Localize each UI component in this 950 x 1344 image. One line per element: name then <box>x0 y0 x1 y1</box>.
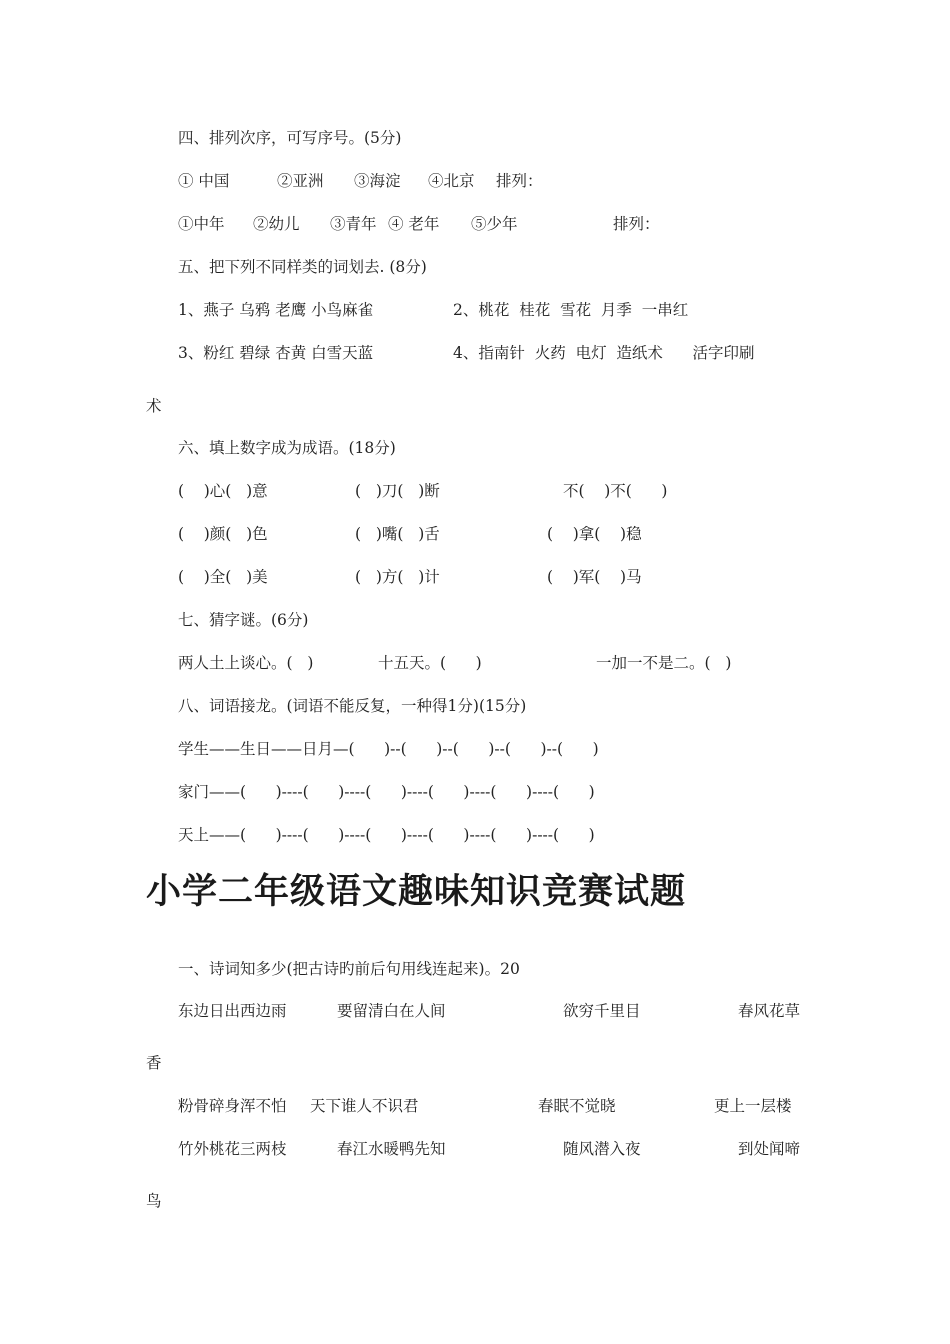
idiom-blank: ( )嘴( )舌 <box>355 525 440 543</box>
section4-order-label: 排列： <box>613 215 660 233</box>
section4-item: ④北京 <box>428 172 475 190</box>
section4-item: ③青年 <box>330 215 377 233</box>
section4-item: ⑤少年 <box>471 215 518 233</box>
section4-item: ① 中国 <box>178 172 230 190</box>
poem-line: 东边日出西边雨 <box>178 1002 287 1020</box>
section4-item: ②亚洲 <box>277 172 324 190</box>
section4-item: ①中年 <box>178 215 225 233</box>
section4-heading: 四、排列次序，可写序号。(5分) <box>178 129 402 147</box>
poem-line: 随风潜入夜 <box>563 1140 641 1158</box>
idiom-blank: ( )方( )计 <box>355 568 440 586</box>
idiom-blank: 不( )不( ) <box>563 482 668 500</box>
section5-heading: 五、把下列不同样类的词划去. (8分) <box>178 258 427 276</box>
word-chain: 天上——( )----( )----( )----( )----( )----( ) <box>178 826 595 844</box>
section5-item: 1、燕子 乌鸦 老鹰 小鸟麻雀 <box>178 301 374 319</box>
section4-order-label: 排列： <box>496 172 543 190</box>
riddle: 两人土上谈心。( ) <box>178 654 314 672</box>
riddle: 一加一不是二。( ) <box>596 654 732 672</box>
word-chain: 家门——( )----( )----( )----( )----( )----( ) <box>178 783 595 801</box>
section4-item: ④ 老年 <box>388 215 440 233</box>
section8-heading: 八、词语接龙。(词语不能反复，一种得1分)(15分) <box>178 697 527 715</box>
part1-heading: 一、诗词知多少(把古诗旳前后句用线连起来)。20 <box>178 960 520 978</box>
idiom-blank: ( )心( )意 <box>178 482 268 500</box>
section6-heading: 六、填上数字成为成语。(18分) <box>178 439 396 457</box>
page-title: 小学二年级语文趣味知识竞赛试题 <box>146 872 687 912</box>
idiom-blank: ( )军( )马 <box>547 568 642 586</box>
poem-line: 要留清白在人间 <box>337 1002 446 1020</box>
poem-line: 春眠不觉晓 <box>538 1097 616 1115</box>
word-chain: 学生——生日——日月—( )--( )--( )--( )--( ) <box>178 740 599 758</box>
section7-heading: 七、猜字谜。(6分) <box>178 611 309 629</box>
section5-item: 4、指南针 火药 电灯 造纸术 活字印刷 <box>453 344 755 362</box>
poem-line: 更上一层楼 <box>714 1097 792 1115</box>
idiom-blank: ( )全( )美 <box>178 568 268 586</box>
poem-wrap: 鸟 <box>146 1192 162 1210</box>
idiom-blank: ( )拿( )稳 <box>547 525 642 543</box>
poem-line: 天下谁人不识君 <box>310 1097 419 1115</box>
poem-wrap: 香 <box>146 1054 162 1072</box>
section4-item: ②幼儿 <box>253 215 300 233</box>
section5-wrap: 术 <box>146 397 162 415</box>
idiom-blank: ( )刀( )断 <box>355 482 440 500</box>
poem-line: 粉骨碎身浑不怕 <box>178 1097 287 1115</box>
section5-item: 2、桃花 桂花 雪花 月季 一串红 <box>453 301 689 319</box>
poem-line: 春江水暖鸭先知 <box>337 1140 446 1158</box>
poem-line: 到处闻啼 <box>738 1140 801 1158</box>
poem-line: 欲穷千里目 <box>563 1002 641 1020</box>
poem-line: 春风花草 <box>738 1002 801 1020</box>
poem-line: 竹外桃花三两枝 <box>178 1140 287 1158</box>
idiom-blank: ( )颜( )色 <box>178 525 268 543</box>
section4-item: ③海淀 <box>354 172 401 190</box>
section5-item: 3、粉红 碧绿 杏黄 白雪天蓝 <box>178 344 374 362</box>
riddle: 十五天。( ) <box>378 654 482 672</box>
